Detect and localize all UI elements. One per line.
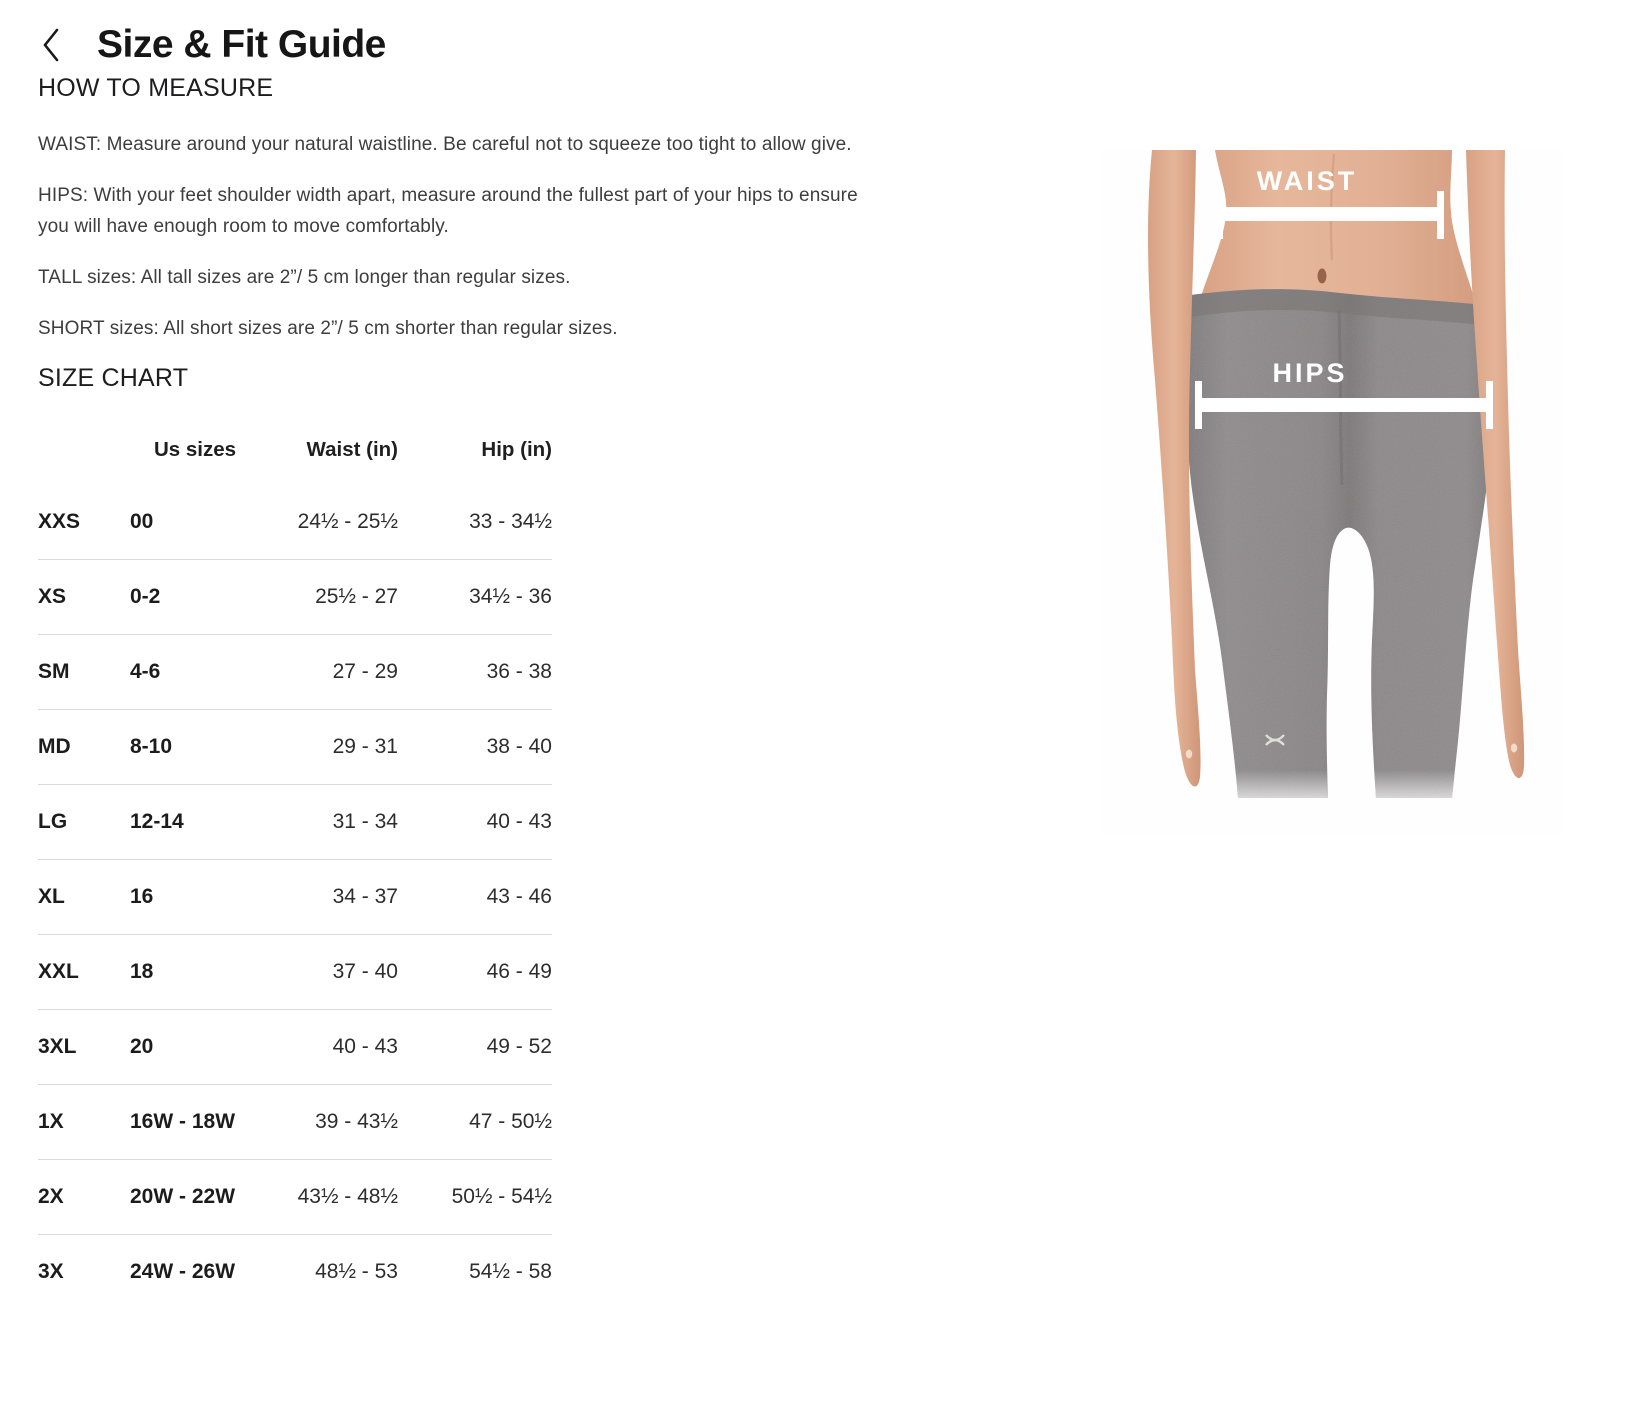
table-row — [38, 560, 552, 635]
cell-size: XS — [38, 585, 67, 608]
cell-us: 00 — [130, 510, 154, 533]
cell-us: 16W - 18W — [130, 1110, 236, 1133]
how-to-measure-copy — [38, 129, 908, 344]
size-chart-table — [38, 415, 552, 1309]
table-row — [38, 785, 552, 860]
waist-measure-cap-left — [1216, 191, 1223, 239]
back-button[interactable] — [38, 25, 64, 65]
cell-hip: 49 - 52 — [486, 1035, 552, 1058]
cell-size: MD — [38, 735, 71, 758]
table-row — [38, 710, 552, 785]
cell-size: 2X — [38, 1185, 64, 1208]
cell-size: 1X — [38, 1110, 64, 1133]
table-row — [38, 1235, 552, 1310]
cell-us: 24W - 26W — [130, 1260, 236, 1283]
page-title: Size & Fit Guide — [97, 22, 386, 66]
cell-us: 20W - 22W — [130, 1185, 236, 1208]
cell-us: 8-10 — [130, 735, 173, 758]
cell-waist: 29 - 31 — [332, 735, 398, 758]
cell-hip: 38 - 40 — [486, 735, 552, 758]
table-row — [38, 1160, 552, 1235]
cell-size: 3X — [38, 1260, 64, 1283]
hips-measure-cap-left — [1195, 381, 1202, 429]
measurement-photo — [1100, 150, 1562, 835]
cell-waist: 34 - 37 — [332, 885, 398, 908]
cell-hip: 36 - 38 — [486, 660, 552, 683]
cell-waist: 37 - 40 — [332, 960, 398, 983]
cell-size: LG — [38, 810, 68, 833]
right-hand-nail — [1511, 744, 1517, 753]
table-row — [38, 935, 552, 1010]
page-header — [38, 0, 908, 74]
hips-measure-bar — [1201, 398, 1487, 412]
cell-us: 18 — [130, 960, 154, 983]
table-row — [38, 860, 552, 935]
cell-hip: 40 - 43 — [486, 810, 552, 833]
cell-size: 3XL — [38, 1035, 77, 1058]
cell-size: SM — [38, 660, 70, 683]
cell-waist: 39 - 43½ — [315, 1110, 398, 1133]
cell-hip: 33 - 34½ — [469, 510, 552, 533]
cell-size: XXS — [38, 510, 81, 533]
cell-waist: 43½ - 48½ — [297, 1185, 398, 1208]
cell-us: 0-2 — [130, 585, 161, 608]
cell-hip: 50½ - 54½ — [451, 1185, 552, 1208]
cell-size: XXL — [38, 960, 79, 983]
cell-us: 16 — [130, 885, 154, 908]
chevron-left-icon — [39, 25, 63, 65]
cell-waist: 48½ - 53 — [315, 1260, 398, 1283]
cell-waist: 40 - 43 — [332, 1035, 398, 1058]
cell-hip: 54½ - 58 — [469, 1260, 552, 1283]
how-to-measure-heading: HOW TO MEASURE — [38, 74, 274, 102]
main-content — [38, 0, 908, 1309]
cell-waist: 24½ - 25½ — [297, 510, 398, 533]
hips-measure-cap-right — [1486, 381, 1493, 429]
column-header-us-sizes: Us sizes — [153, 438, 237, 461]
size-chart-heading: SIZE CHART — [38, 364, 189, 392]
cell-us: 20 — [130, 1035, 154, 1058]
left-hand-nail — [1186, 750, 1192, 759]
waist-instruction: WAIST: Measure around your natural waistline. Be careful not to squeeze too tight to allow give. — [38, 134, 852, 155]
column-header-size — [38, 415, 130, 485]
cell-hip: 47 - 50½ — [469, 1110, 552, 1133]
table-header-row — [38, 415, 552, 485]
table-row — [38, 485, 552, 560]
size-chart-table-body — [38, 485, 552, 1309]
table-row — [38, 1010, 552, 1085]
cell-waist: 31 - 34 — [332, 810, 398, 833]
cell-hip: 34½ - 36 — [469, 585, 552, 608]
cell-hip: 43 - 46 — [486, 885, 552, 908]
cell-us: 12-14 — [130, 810, 184, 833]
hips-label: HIPS — [1272, 358, 1348, 388]
table-row — [38, 1085, 552, 1160]
hips-instruction: HIPS: With your feet shoulder width apart, measure around the fullest part of your hips to ensure you will have enough room to move comfortably. — [38, 185, 858, 237]
table-row — [38, 635, 552, 710]
waist-label: WAIST — [1256, 166, 1358, 196]
column-header-hip: Hip (in) — [481, 438, 552, 461]
waist-measure-bar — [1222, 207, 1438, 221]
cell-hip: 46 - 49 — [486, 960, 552, 983]
column-header-waist: Waist (in) — [306, 438, 398, 461]
cell-us: 4-6 — [130, 660, 161, 683]
cell-size: XL — [38, 885, 65, 908]
cell-waist: 25½ - 27 — [315, 585, 398, 608]
size-chart-table-head — [38, 415, 552, 485]
navel — [1318, 269, 1327, 284]
waist-measure-cap-right — [1437, 191, 1444, 239]
short-sizes-note: SHORT sizes: All short sizes are 2”/ 5 cm shorter than regular sizes. — [38, 318, 618, 339]
tall-sizes-note: TALL sizes: All tall sizes are 2”/ 5 cm longer than regular sizes. — [38, 267, 571, 288]
cell-waist: 27 - 29 — [332, 660, 398, 683]
